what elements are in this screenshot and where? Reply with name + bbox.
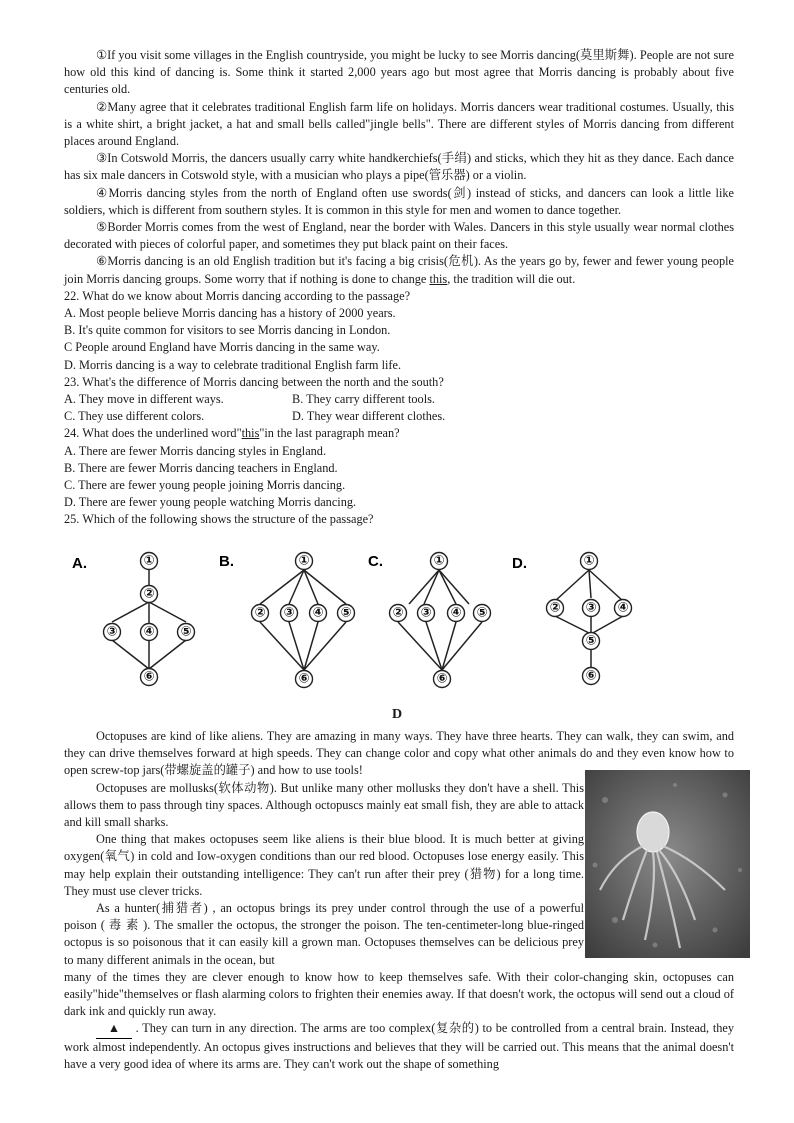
diagram-a-node: ⑥ <box>143 669 155 685</box>
diagram-b-node: ④ <box>312 605 324 621</box>
paragraph-2: ②Many agree that it celebrates traditional English farm life on holidays. Morris dancers wear traditional costumes. Usually, this is a white shirt, a bright jacket, a hat and small bells called"jingle bells". There are different styles of Morris dancing from different places around England. <box>64 99 734 149</box>
question-25: 25. Which of the following shows the structure of the passage? <box>64 512 374 527</box>
paragraph-6 <box>64 253 734 287</box>
question-24-underlined: this <box>241 426 260 441</box>
question-22: 22. What do we know about Morris dancing according to the passage? <box>64 288 411 303</box>
diagram-a-node: ⑤ <box>180 624 192 640</box>
paragraph-5: ⑤Border Morris comes from the west of England, near the border with Wales. Dancers in this style usually wear normal clothes decorated with pieces of colorful paper, and sometimes they put black paint on their faces. <box>64 220 734 252</box>
diagram-c-node: ③ <box>420 605 432 621</box>
diagram-c-node: ⑤ <box>476 605 488 621</box>
diagram-d-node: ④ <box>617 600 629 616</box>
diagram-b-node: ③ <box>283 605 295 621</box>
question-24 <box>64 425 734 442</box>
answer-blank[interactable]: ▲ <box>96 1020 132 1038</box>
option-24-c: C. There are fewer young people joining Morris dancing. <box>64 478 346 493</box>
diagram-d-node: ③ <box>585 600 597 616</box>
diagram-c-node: ⑥ <box>436 671 448 687</box>
option-23-a: A. They move in different ways. <box>64 392 224 407</box>
diagram-a-node: ① <box>143 553 155 569</box>
options-23-row-2 <box>64 408 734 425</box>
diagram-a-node: ③ <box>106 624 118 640</box>
question-24-text-b: "in the last paragraph mean? <box>259 426 400 441</box>
diagram-label-a: A. <box>72 555 87 572</box>
diagram-b-node: ⑤ <box>340 605 352 621</box>
question-24-text-a: 24. What does the underlined word" <box>64 426 242 441</box>
passage-d-paragraph-2: Octopuses are mollusks(软体动物). But unlike many other mollusks they don't have a shell. This allows them to pass through tiny spaces. Although octopuscs mainly eat small fish, they are able to attack and kill small sharks. <box>64 780 584 830</box>
passage-d-paragraph-4-continued: many of the times they are clever enough to know how to keep themselves safe. With their color-changing skin, octopuses can easily"hide"themselves or flash alarming colors to frighten their enemies away. If that doesn't work, the octopus will send out a cloud of dark ink and quickly run away. <box>64 969 734 1019</box>
passage-c <box>64 47 734 529</box>
paragraph-6-text-a: ⑥Morris dancing is an old English tradition but it's facing a big crisis(危机). As the years go by, fewer and fewer young people join Morris dancing groups. Some worry that if nothing is done to change <box>64 254 734 286</box>
structure-diagrams-svg <box>64 548 754 693</box>
diagram-label-b: B. <box>219 553 234 570</box>
option-24-a: A. There are fewer Morris dancing styles in England. <box>64 443 327 458</box>
section-d-heading: D <box>391 707 403 722</box>
option-22-c: C People around England have Morris dancing in the same way. <box>64 340 380 355</box>
diagram-c-node: ② <box>392 605 404 621</box>
diagram-d-node: ② <box>549 600 561 616</box>
options-23-row-1 <box>64 391 734 408</box>
option-24-d: D. There are fewer young people watching Morris dancing. <box>64 495 357 510</box>
diagram-c-node: ① <box>433 553 445 569</box>
passage-d-paragraph-5 <box>64 1020 734 1073</box>
option-22-b: B. It's quite common for visitors to see Morris dancing in London. <box>64 323 391 338</box>
passage-d-paragraph-3: One thing that makes octopuses seem like aliens is their blue blood. It is much better at giving oxygen(氧气) in cold and Iow-oxygen conditions than our red blood. Octopuses lose energy easily. This may help explain their outstanding intelligence: They can't run after their prey (猎物) for a long time. They must use clever tricks. <box>64 832 584 898</box>
diagram-c-node: ④ <box>450 605 462 621</box>
paragraph-4: ④Morris dancing styles from the north of England often use swords(剑) instead of sticks, and dancers can look a little like soldiers, which is different from southern styles. It is common in this style for men and women to dance together. <box>64 185 734 217</box>
diagram-b-node: ① <box>298 553 310 569</box>
paragraph-3: ③In Cotswold Morris, the dancers usually carry white handkerchiefs(手绢) and sticks, which they hit as they dance. Each dance has six male dancers in Cotswold style, with a musician who plays a pipe(管乐器) or a violin. <box>64 151 734 183</box>
paragraph-1: ①If you visit some villages in the English countryside, you might be lucky to see Morris dancing(莫里斯舞). People are not sure how old this kind of dancing is. Some think it started 2,000 years ago but most agree that Morris dancing is probably about five centuries old. <box>64 48 734 97</box>
passage-d-paragraph-5-text: . They can turn in any direction. The arms are too complex(复杂的) to be controlled from a central brain. Instead, they work almost independently. An octopus gives instructions and believes that they will be carried out. This means that the animal doesn't have a very good idea of where its arms are. They can't work out the shape of something <box>64 1021 734 1071</box>
option-24-b: B. There are fewer Morris dancing teachers in England. <box>64 460 338 475</box>
diagram-label-c: C. <box>368 553 383 570</box>
diagram-label-d: D. <box>512 555 527 572</box>
diagram-b-node: ⑥ <box>298 671 310 687</box>
underlined-word: this <box>429 271 448 286</box>
paragraph-6-text-b: , the tradition will die out. <box>447 271 576 286</box>
passage-d-paragraph-1: Octopuses are kind of like aliens. They are amazing in many ways. They have three hearts. They can walk, they can swim, and they can drive themselves forward at high speeds. They can change color and copy what other animals do and they even know how to open screw-top jars(带螺旋盖的罐子) and how to use tools! <box>64 729 734 778</box>
option-23-d: D. They wear different clothes. <box>292 409 446 424</box>
diagram-d-node: ⑥ <box>585 668 597 684</box>
structure-diagrams <box>64 548 754 693</box>
option-23-b: B. They carry different tools. <box>292 392 435 407</box>
question-23: 23. What's the difference of Morris dancing between the north and the south? <box>64 374 444 389</box>
option-23-c: C. They use different colors. <box>64 409 205 424</box>
option-22-a: A. Most people believe Morris dancing has a history of 2000 years. <box>64 306 396 321</box>
diagram-d-node: ① <box>583 553 595 569</box>
diagram-b-node: ② <box>254 605 266 621</box>
diagram-a-node: ② <box>143 586 155 602</box>
diagram-a-node: ④ <box>143 624 155 640</box>
option-22-d: D. Morris dancing is a way to celebrate traditional English farm life. <box>64 357 402 372</box>
passage-d <box>64 728 734 1073</box>
diagram-d-node: ⑤ <box>585 633 597 649</box>
passage-d-paragraph-4: As a hunter(捕猎者) , an octopus brings its prey under control through the use of a powerful poison ( 毒 素 ). The smaller the octopus, the stronger the poison. The ten-centimeter-long blue-ringed octopus is so poisonous that it can easily kill a grown man. Octopuses themselves can be delicious prey to many different animals in the ocean, but <box>64 901 584 967</box>
